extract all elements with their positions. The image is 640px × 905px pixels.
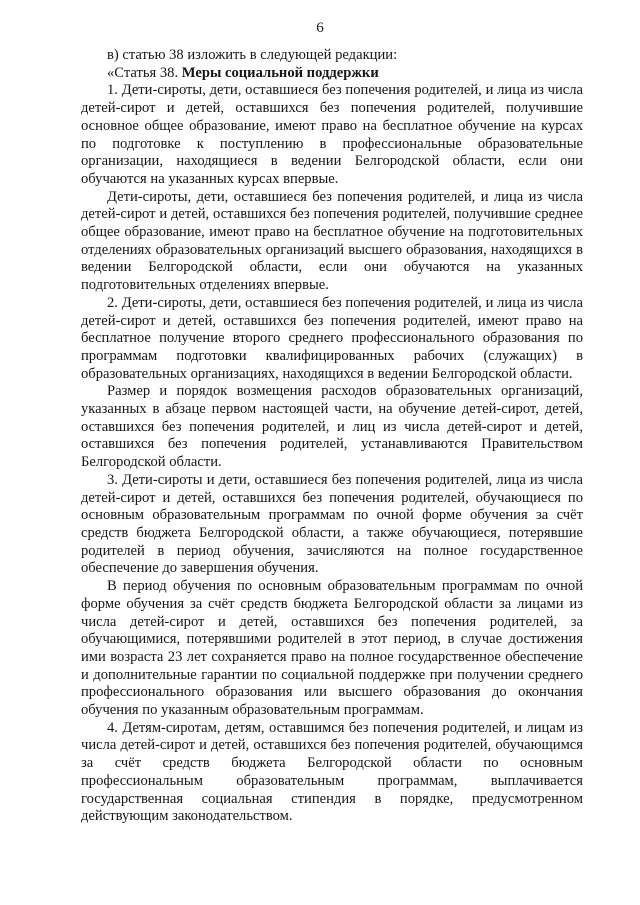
- paragraph-2: Дети-сироты, дети, оставшиеся без попечения родителей, и лица из числа детей-сирот и детей, оставшихся без попечения родителей, получившие среднее общее образование, имеют право на бесплатное обучение на подготовительных отделениях образовательных организаций высшего образования, находящихся в ведении Белгородской области, если они обучаются на указанных подготовительных отделениях впервые.: [81, 188, 583, 294]
- article-prefix: «Статья 38.: [107, 64, 182, 81]
- paragraph-5: 3. Дети-сироты и дети, оставшиеся без попечения родителей, лица из числа детей-сирот и детей, оставшихся без попечения родителей, обучающиеся по основным образовательным программам по очной форме обучения за счёт средств бюджета Белгородской области, а также обучающиеся, потерявшие родителей в период обучения, зачисляются на полное государственное обеспечение до завершения обучения.: [81, 471, 583, 577]
- article-heading: [81, 65, 583, 83]
- article-title: Меры социальной поддержки: [181, 64, 379, 81]
- paragraph-1: 1. Дети-сироты, дети, оставшиеся без попечения родителей, и лица из числа детей-сирот и детей, оставшихся без попечения родителей, получившие основное общее образование, имеют право на бесплатное обучение на курсах по подготовке к поступлению в профессиональные образовательные организации, находящиеся в ведении Белгородской области, если они обучаются на указанных курсах впервые.: [81, 82, 583, 187]
- page-number: 6: [316, 20, 324, 36]
- paragraph-3: 2. Дети-сироты, дети, оставшиеся без попечения родителей, и лица из числа детей-сирот и детей, оставшихся без попечения родителей, имеют право на бесплатное получение второго среднего профессионального образования по программам подготовки квалифицированных рабочих (служащих) в образовательных организациях, находящихся в ведении Белгородской области.: [81, 294, 583, 382]
- paragraph-6: В период обучения по основным образовательным программам по очной форме обучения за счёт средств бюджета Белгородской области за лицами из числа детей-сирот и детей, оставшихся без попечения родителей, за обучающимися, потерявшими родителей в этот период, в случае достижения ими возраста 23 лет сохраняется право на полное государственное обеспечение и дополнительные гарантии по социальной поддержке при получении среднего профессионального образования или высшего образования до окончания обучения по указанным образовательным программам.: [81, 578, 583, 719]
- paragraph-4: Размер и порядок возмещения расходов образовательных организаций, указанных в абзаце первом настоящей части, на обучение детей-сирот, детей, оставшихся без попечения родителей, и лиц из числа детей-сирот и детей, оставшихся без попечения родителей, устанавливаются Правительством Белгородской области.: [81, 383, 583, 471]
- document-body: [81, 47, 583, 826]
- paragraph-7: 4. Детям-сиротам, детям, оставшимся без попечения родителей, и лицам из числа детей-сирот и детей, оставшихся без попечения родителей, обучающимся за счёт средств бюджета Белгородской области по основным профессиональным образовательным программам, выплачивается государственная социальная стипендия в порядке, предусмотренном действующим законодательством.: [81, 719, 583, 825]
- intro-line: в) статью 38 изложить в следующей редакции:: [107, 47, 398, 63]
